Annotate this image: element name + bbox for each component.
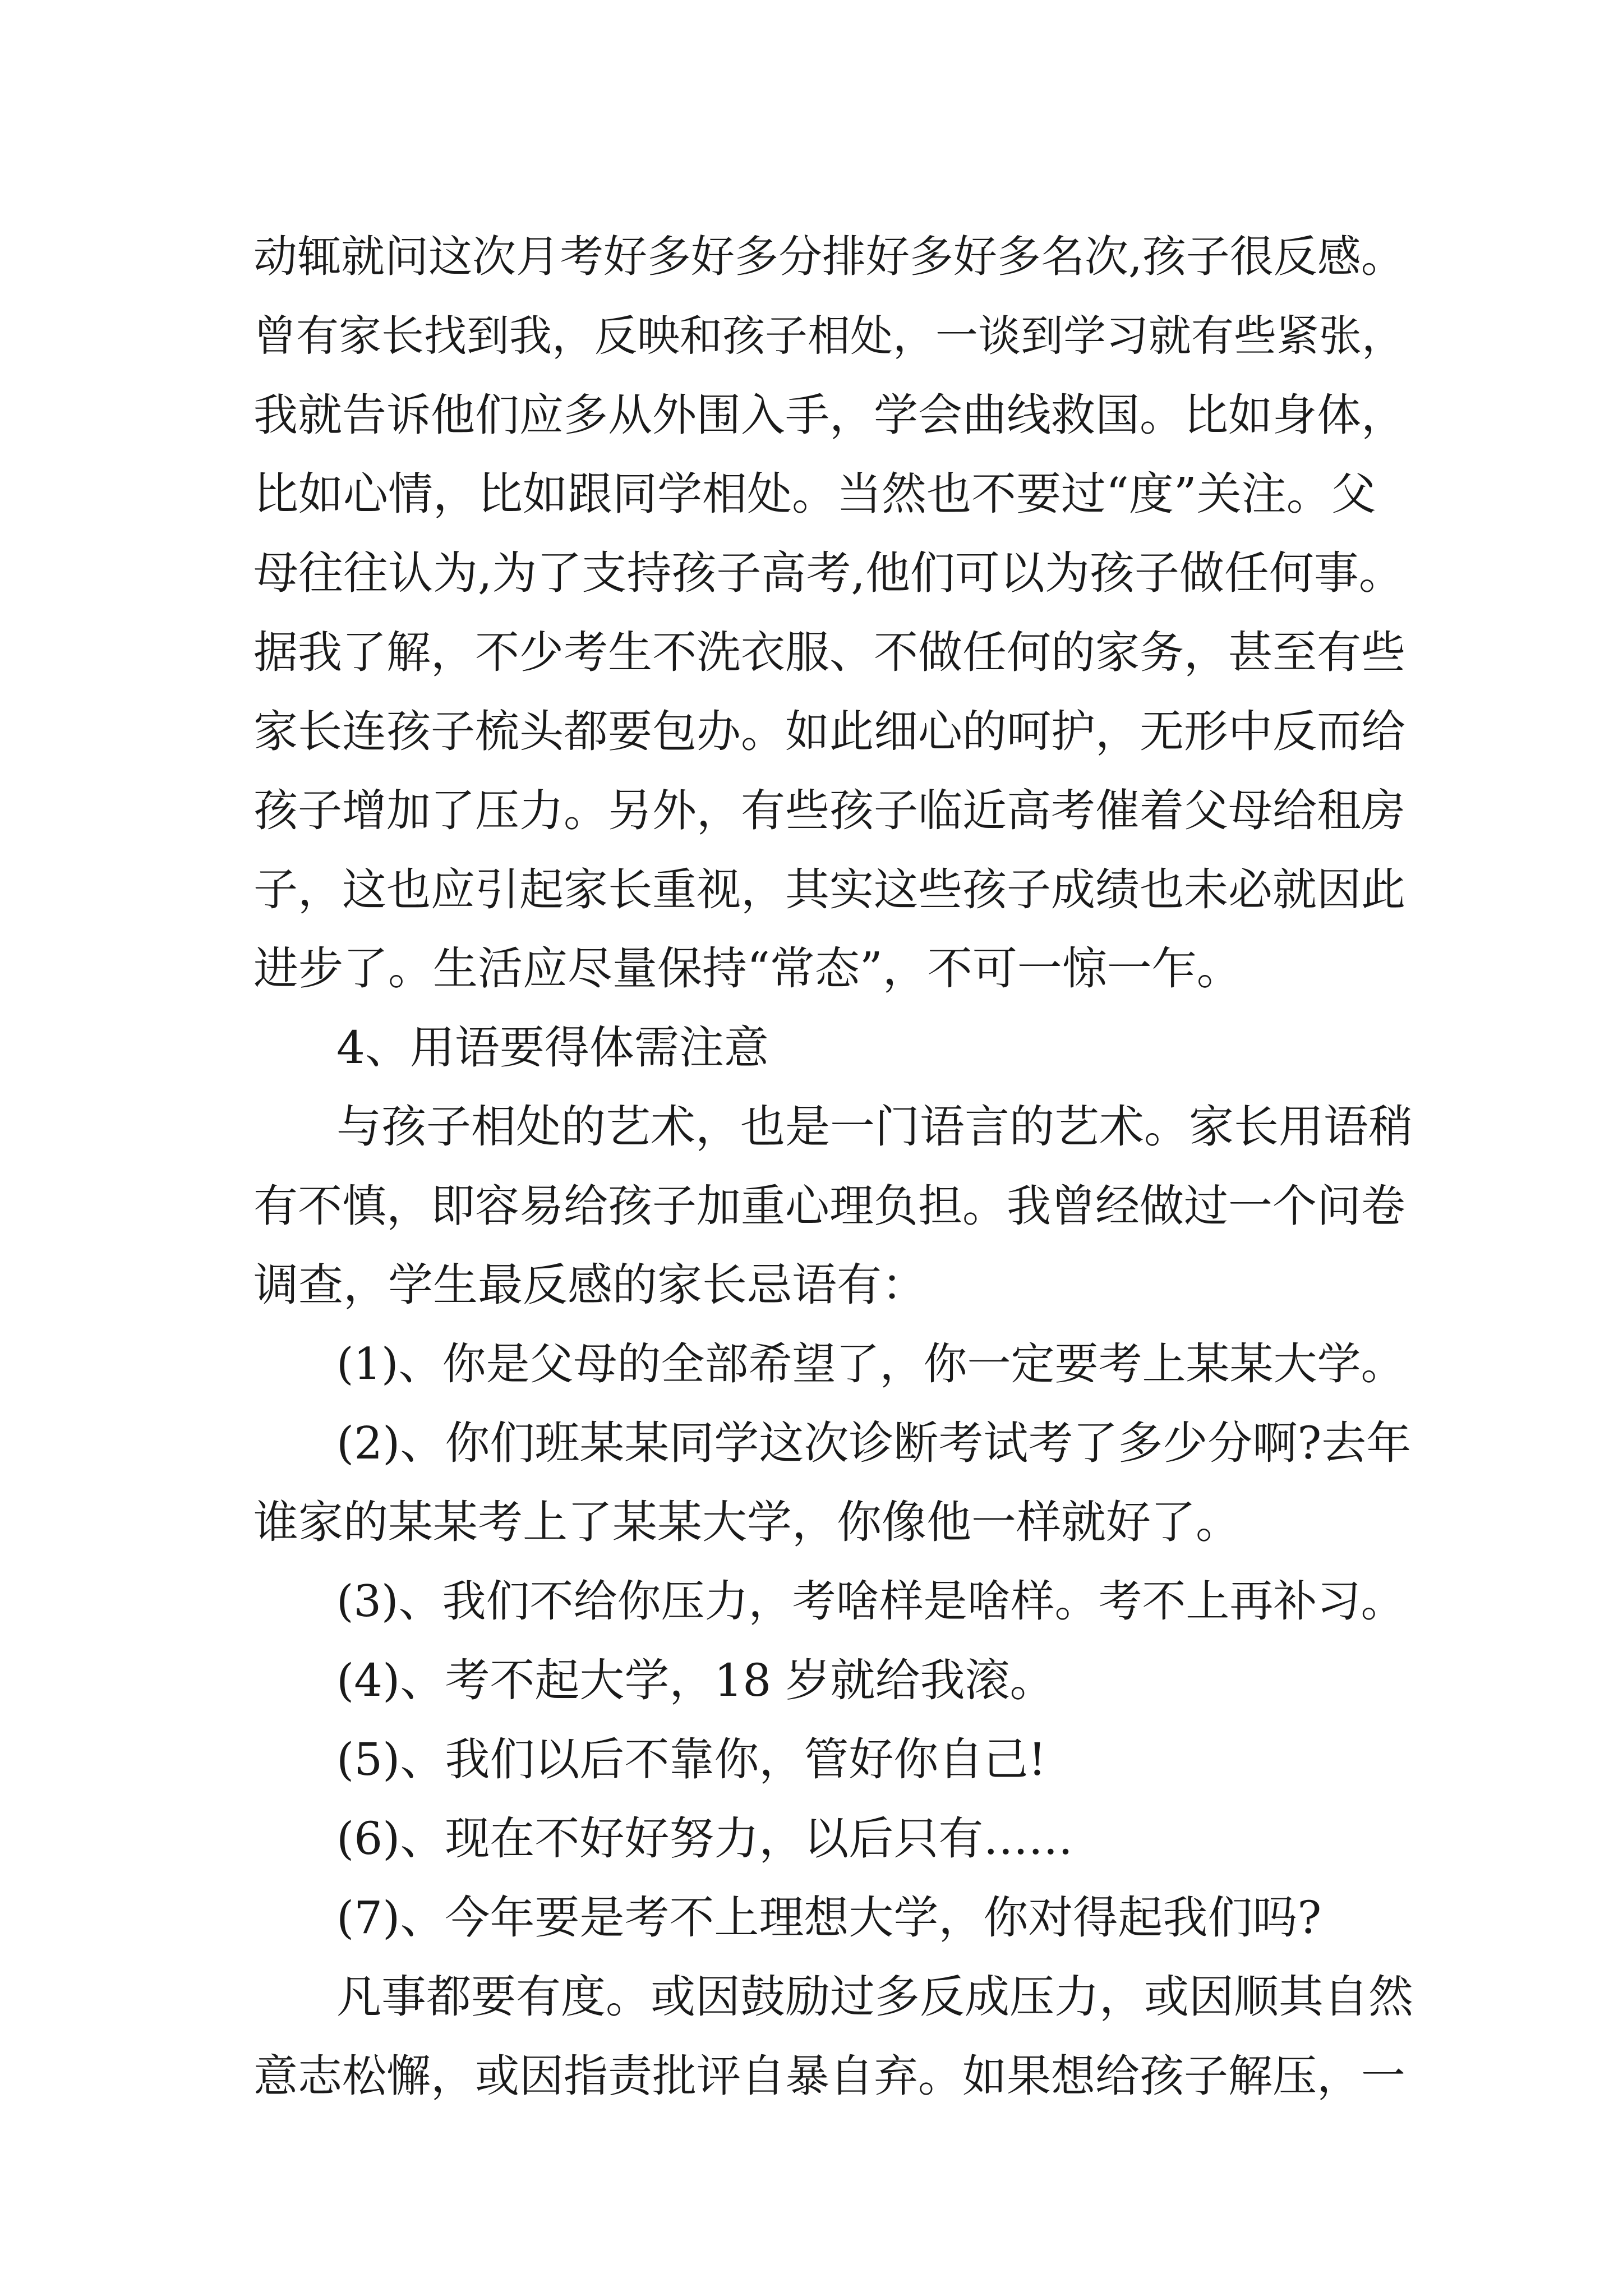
list-item <box>0 1800 1623 1878</box>
text-line-content: 与孩子相处的艺术，也是一门语言的艺术。家长用语稍 <box>336 1101 1413 1153</box>
text-line <box>0 613 1623 692</box>
text-line <box>0 1246 1623 1324</box>
list-item-text: (1)、你是父母的全部希望了，你一定要考上某某大学。 <box>336 1339 1405 1389</box>
text-line <box>0 850 1623 929</box>
text-line-content: 凡事都要有度。或因鼓励过多反成压力，或因顺其自然 <box>336 1971 1413 2023</box>
text-line-content: 母往往认为,为了支持孩子高考,他们可以为孩子做任何事。 <box>253 547 1404 599</box>
text-line-content: 进步了。生活应尽量保持“常态”，不可一惊一乍。 <box>253 942 1242 995</box>
text-line-content: 意志松懈，或因指责批评自暴自弃。如果想给孩子解压，一 <box>253 2050 1405 2102</box>
text-line <box>0 534 1623 613</box>
list-item-text: 谁家的某某考上了某某大学，你像他一样就好了。 <box>253 1496 1241 1548</box>
list-item-text: (2)、你们班某某同学这次诊断考试考了多少分啊?去年 <box>336 1417 1412 1469</box>
section-heading <box>0 1009 1623 1087</box>
list-item <box>0 1641 1623 1720</box>
text-line <box>0 297 1623 375</box>
text-line <box>0 692 1623 771</box>
list-item-text: (3)、我们不给你压力，考啥样是啥样。考不上再补习。 <box>336 1576 1405 1627</box>
text-line <box>0 376 1623 454</box>
text-line-content: 据我了解，不少考生不洗衣服、不做任何的家务，甚至有些 <box>253 627 1405 678</box>
text-line <box>0 2037 1623 2115</box>
text-line <box>0 1167 1623 1245</box>
list-item <box>0 1404 1623 1483</box>
list-item-continuation <box>0 1483 1623 1562</box>
text-line-content: 有不慎，即容易给孩子加重心理负担。我曾经做过一个问卷 <box>253 1180 1405 1232</box>
text-line-content: 曾有家长找到我，反映和孩子相处，一谈到学习就有些紧张， <box>253 311 1404 361</box>
text-line-content: 孩子增加了压力。另外，有些孩子临近高考催着父母给租房 <box>253 785 1405 836</box>
text-line-content: 调查，学生最反感的家长忌语有： <box>253 1259 926 1311</box>
text-line-content: 家长连孩子梳头都要包办。如此细心的呵护，无形中反而给 <box>253 706 1405 757</box>
text-line-content: 比如心情，比如跟同学相处。当然也不要过“度”关注。父 <box>253 468 1376 520</box>
text-line-content: 动辄就问这次月考好多好多分排好多好多名次,孩子很反感。 <box>253 232 1405 282</box>
section-heading-text: 4、用语要得体需注意 <box>336 1022 769 1074</box>
text-line-content: 子，这也应引起家长重视，其实这些孩子成绩也未必就因此 <box>253 864 1405 915</box>
list-item <box>0 1720 1623 1799</box>
list-item-text: (6)、现在不好好努力，以后只有…… <box>336 1812 1073 1865</box>
text-line <box>0 1088 1623 1166</box>
text-line <box>0 771 1623 850</box>
text-line-content: 我就告诉他们应多从外围入手，学会曲线救国。比如身体， <box>253 389 1405 441</box>
list-item-text: (5)、我们以后不靠你，管好你自己! <box>336 1733 1046 1786</box>
list-item-text: (7)、今年要是考不上理想大学，你对得起我们吗? <box>336 1892 1322 1944</box>
text-line <box>0 218 1623 296</box>
text-line <box>0 1958 1623 2036</box>
list-item <box>0 1879 1623 1957</box>
list-item <box>0 1562 1623 1641</box>
list-item-text: (4)、考不起大学，18 岁就给我滚。 <box>336 1654 1055 1706</box>
list-item <box>0 1325 1623 1404</box>
text-line <box>0 930 1623 1008</box>
text-line <box>0 455 1623 533</box>
